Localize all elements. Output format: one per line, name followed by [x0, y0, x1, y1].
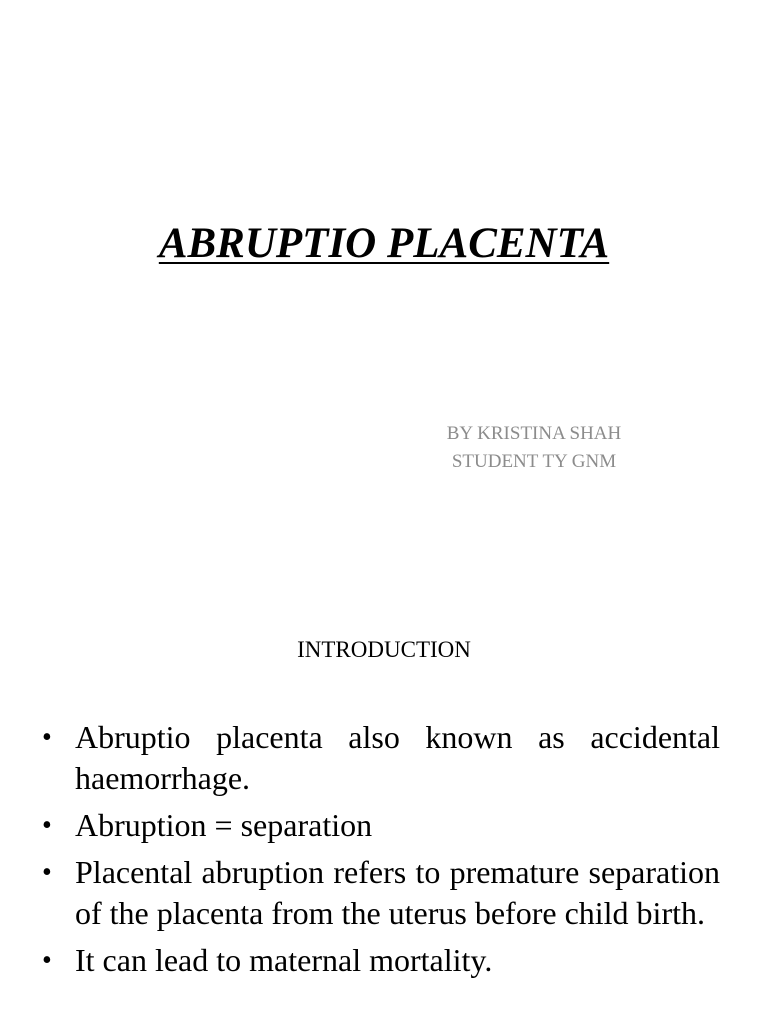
introduction-slide [0, 576, 768, 1024]
bullet-text: It can lead to maternal mortality. [75, 942, 493, 978]
list-item [42, 940, 720, 981]
bullet-icon: • [42, 857, 52, 888]
list-item [42, 805, 720, 846]
bullet-text: Abruption = separation [75, 807, 373, 843]
list-item [42, 717, 720, 799]
bullet-text: Placental abruption refers to premature separation of the placenta from the uterus before child birth. [75, 854, 720, 931]
presentation-title: ABRUPTIO PLACENTA [158, 220, 610, 267]
list-item [42, 852, 720, 934]
section-heading: INTRODUCTION [297, 637, 471, 662]
bullet-text: Abruptio placenta also known as accidental haemorrhage. [75, 719, 720, 796]
author-byline [420, 420, 648, 476]
author-name: BY KRISTINA SHAH [446, 423, 622, 444]
author-role: STUDENT TY GNM [451, 451, 617, 472]
bullet-icon: • [42, 945, 52, 976]
bullet-icon: • [42, 722, 52, 753]
bullet-icon: • [42, 810, 52, 841]
bullet-list [42, 717, 720, 987]
